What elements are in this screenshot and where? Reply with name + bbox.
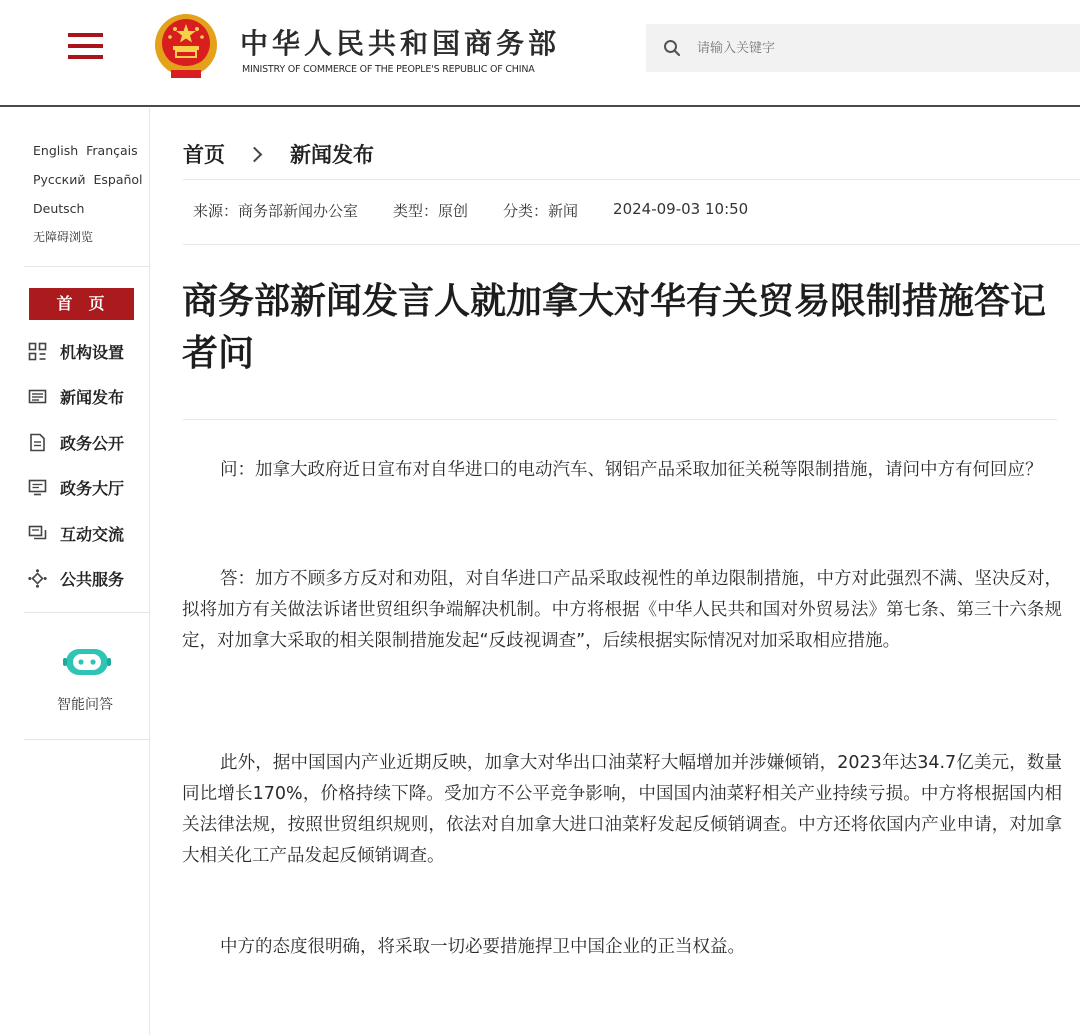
sidebar-item-label: 政务公开 [60, 433, 125, 453]
sidebar-item-public-service[interactable] [28, 566, 124, 590]
breadcrumb-news-link[interactable]: 新闻发布 [290, 143, 374, 167]
sidebar-item-news[interactable] [28, 384, 124, 408]
search-icon[interactable] [663, 39, 681, 57]
chat-icon [28, 524, 47, 543]
org-grid-icon [28, 342, 47, 361]
site-title: 中华人民共和国商务部 [240, 27, 561, 60]
sidebar [0, 108, 150, 1035]
search-input[interactable] [697, 41, 1057, 56]
divider [183, 419, 1057, 420]
divider [24, 266, 150, 267]
site-subtitle: MINISTRY OF COMMERCE OF THE PEOPLE'S REPUBLIC OF CHINA [242, 64, 535, 75]
divider [24, 739, 150, 740]
document-icon [28, 433, 47, 452]
site-header [0, 0, 1080, 107]
divider [24, 612, 150, 613]
sidebar-item-label: 政务大厅 [60, 478, 125, 498]
article-meta [193, 200, 783, 221]
chevron-right-icon [247, 146, 263, 162]
meta-source: 来源：商务部新闻办公室 [193, 202, 359, 220]
search-bar[interactable] [646, 24, 1080, 72]
diamond-service-icon [28, 569, 47, 588]
assistant-label[interactable]: 智能问答 [57, 697, 113, 713]
sidebar-item-label: 互动交流 [60, 524, 125, 544]
sidebar-item-label: 公共服务 [60, 569, 125, 589]
lang-english-link[interactable]: English [33, 143, 79, 158]
breadcrumb-home-link[interactable]: 首页 [183, 143, 225, 167]
accessibility-link[interactable]: 无障碍浏览 [33, 230, 94, 244]
national-emblem-icon[interactable] [153, 12, 219, 84]
sidebar-item-service-hall[interactable] [28, 475, 124, 499]
divider [183, 244, 1080, 245]
monitor-icon [28, 478, 47, 497]
article-paragraph: 问：加拿大政府近日宣布对自华进口的电动汽车、钢铝产品采取加征关税等限制措施，请问中方有何回应？ [220, 460, 1043, 480]
sidebar-item-interaction[interactable] [28, 521, 124, 545]
breadcrumb [183, 139, 374, 169]
sidebar-item-organization[interactable] [28, 339, 124, 363]
divider [183, 179, 1080, 180]
meta-type: 类型：原创 [393, 202, 469, 220]
meta-datetime: 2024-09-03 10:50 [613, 200, 749, 218]
newspaper-icon [28, 387, 47, 406]
article-paragraph: 中方的态度很明确，将采取一切必要措施捍卫中国企业的正当权益。 [220, 937, 745, 957]
lang-german-link[interactable]: Deutsch [33, 201, 85, 216]
article-title: 商务部新闻发言人就加拿大对华有关贸易限制措施答记者问 [182, 281, 1047, 374]
article-paragraph: 此外，据中国国内产业近期反映，加拿大对华出口油菜籽大幅增加并涉嫌倾销，2023年达34.7亿美元，数量同比增长170%，价格持续下降。受加方不公平竞争影响，中国国内油菜籽相关产业持续亏损。中方将根据国内相关法律法规，按照世贸组织规则，依法对自加拿大进口油菜籽发起反倾销调查。中方还将依国内产业申请，对加拿大相关化工产品发起反倾销调查。 [182, 753, 1062, 866]
lang-french-link[interactable]: Français [86, 143, 138, 158]
meta-category: 分类：新闻 [503, 202, 579, 220]
sidebar-item-label: 新闻发布 [60, 387, 125, 407]
robot-assistant-icon[interactable] [63, 644, 111, 680]
home-button[interactable]: 首页 [29, 288, 134, 320]
sidebar-item-label: 机构设置 [60, 342, 125, 362]
sidebar-item-government-affairs[interactable] [28, 430, 124, 454]
lang-spanish-link[interactable]: Español [93, 172, 143, 187]
language-list [33, 136, 150, 252]
article-paragraph: 答：加方不顾多方反对和劝阻，对自华进口产品采取歧视性的单边限制措施，中方对此强烈不满、坚决反对，拟将加方有关做法诉诸世贸组织争端解决机制。中方将根据《中华人民共和国对外贸易法》第七条、第三十六条规定，对加拿大采取的相关限制措施发起“反歧视调查”，后续根据实际情况对加采取相应措施。 [182, 569, 1062, 651]
menu-icon[interactable] [68, 33, 103, 59]
lang-russian-link[interactable]: Русский [33, 172, 86, 187]
